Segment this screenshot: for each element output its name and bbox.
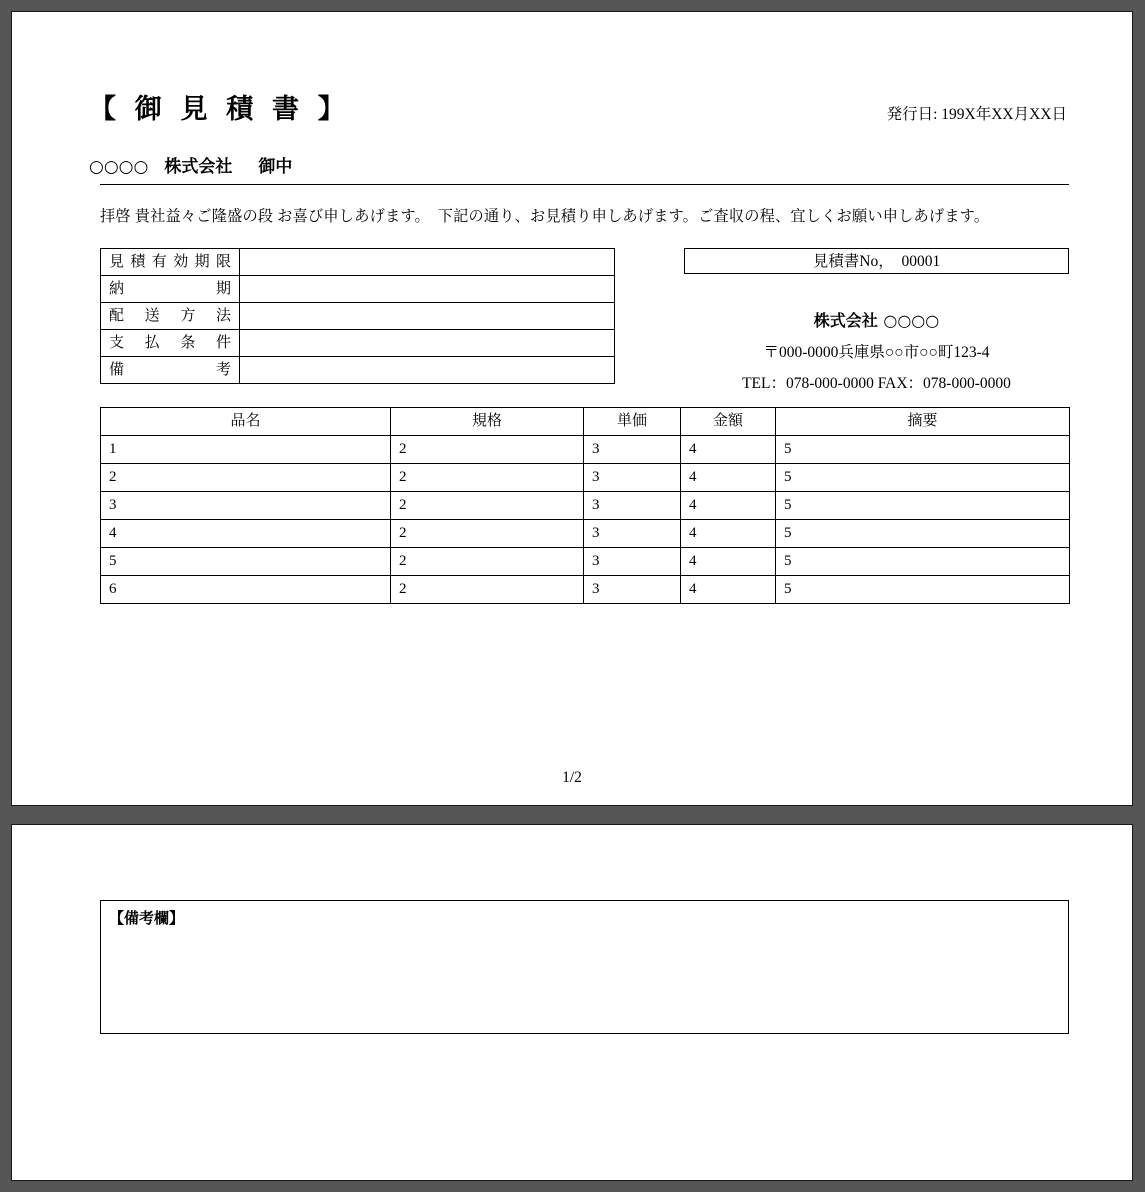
- item-name[interactable]: 2: [101, 464, 391, 492]
- item-amount[interactable]: 4: [681, 548, 776, 576]
- addressee-circles: ○○○○: [89, 157, 149, 177]
- table-row: [101, 249, 615, 276]
- table-row: [101, 576, 1070, 604]
- supplier-address: 〒000-0000兵庫県○○市○○町123-4: [763, 344, 990, 361]
- terms-label-payment-terms: 支払条件: [101, 330, 240, 357]
- terms-value-shipping-method[interactable]: [240, 303, 615, 330]
- terms-value-delivery-date[interactable]: [240, 276, 615, 303]
- item-spec[interactable]: 2: [391, 576, 584, 604]
- addressee-line: [89, 152, 292, 177]
- item-amount[interactable]: 4: [681, 436, 776, 464]
- item-note[interactable]: 5: [776, 520, 1070, 548]
- supplier-block: [684, 308, 1069, 393]
- items-header-name: 品名: [101, 408, 391, 436]
- items-table: [100, 407, 1070, 604]
- item-note[interactable]: 5: [776, 548, 1070, 576]
- item-amount[interactable]: 4: [681, 576, 776, 604]
- item-amount[interactable]: 4: [681, 464, 776, 492]
- items-header-amount: 金額: [681, 408, 776, 436]
- item-name[interactable]: 6: [101, 576, 391, 604]
- terms-value-notes[interactable]: [240, 357, 615, 384]
- table-row: [101, 548, 1070, 576]
- item-name[interactable]: 5: [101, 548, 391, 576]
- table-row: [101, 492, 1070, 520]
- remarks-box[interactable]: [100, 900, 1069, 1034]
- item-spec[interactable]: 2: [391, 464, 584, 492]
- supplier-contact: TEL：078-000-0000 FAX：078-000-0000: [742, 375, 1011, 392]
- quote-number-box: 見積書No， 00001: [684, 248, 1069, 274]
- item-spec[interactable]: 2: [391, 492, 584, 520]
- table-row: [101, 520, 1070, 548]
- terms-label-notes: 備考: [101, 357, 240, 384]
- item-name[interactable]: 3: [101, 492, 391, 520]
- addressee-company: 株式会社: [164, 157, 233, 177]
- item-unit-price[interactable]: 3: [584, 464, 681, 492]
- page-1-content: [12, 12, 1132, 805]
- page-1: [11, 11, 1133, 806]
- page-2: [11, 824, 1133, 1181]
- item-note[interactable]: 5: [776, 464, 1070, 492]
- items-header-note: 摘要: [776, 408, 1070, 436]
- item-name[interactable]: 4: [101, 520, 391, 548]
- page-title: 【 御 見 積 書 】: [89, 94, 351, 124]
- page-number: 1/2: [562, 769, 582, 786]
- item-unit-price[interactable]: 3: [584, 548, 681, 576]
- item-spec[interactable]: 2: [391, 520, 584, 548]
- item-amount[interactable]: 4: [681, 492, 776, 520]
- item-unit-price[interactable]: 3: [584, 576, 681, 604]
- page-2-content: [12, 825, 1132, 1180]
- items-header-spec: 規格: [391, 408, 584, 436]
- item-note[interactable]: 5: [776, 436, 1070, 464]
- item-note[interactable]: 5: [776, 576, 1070, 604]
- terms-label-shipping-method: 配送方法: [101, 303, 240, 330]
- greeting-text: 拝啓 貴社益々ご隆盛の段 お喜び申しあげます。 下記の通り、お見積り申しあげます。ご査収の程、宜しくお願い申しあげます。: [100, 208, 990, 225]
- terms-label-validity: 見積有効期限: [101, 249, 240, 276]
- addressee-honorific: 御中: [258, 157, 293, 177]
- terms-label-delivery-date: 納期: [101, 276, 240, 303]
- item-unit-price[interactable]: 3: [584, 436, 681, 464]
- table-row: [101, 276, 615, 303]
- item-spec[interactable]: 2: [391, 436, 584, 464]
- terms-table: [100, 248, 615, 384]
- item-spec[interactable]: 2: [391, 548, 584, 576]
- table-row: [101, 303, 615, 330]
- items-header-unit-price: 単価: [584, 408, 681, 436]
- terms-value-validity[interactable]: [240, 249, 615, 276]
- item-unit-price[interactable]: 3: [584, 492, 681, 520]
- item-note[interactable]: 5: [776, 492, 1070, 520]
- item-name[interactable]: 1: [101, 436, 391, 464]
- remarks-title: 【備考欄】: [109, 909, 185, 927]
- table-row: [101, 464, 1070, 492]
- item-unit-price[interactable]: 3: [584, 520, 681, 548]
- supplier-name: 株式会社 ○○○○: [813, 311, 940, 330]
- header-divider: [100, 184, 1069, 185]
- items-header-row: [101, 408, 1070, 436]
- table-row: [101, 436, 1070, 464]
- item-amount[interactable]: 4: [681, 520, 776, 548]
- table-row: [101, 330, 615, 357]
- terms-value-payment-terms[interactable]: [240, 330, 615, 357]
- issue-date: 発行日: 199X年XX月XX日: [886, 106, 1067, 123]
- table-row: [101, 357, 615, 384]
